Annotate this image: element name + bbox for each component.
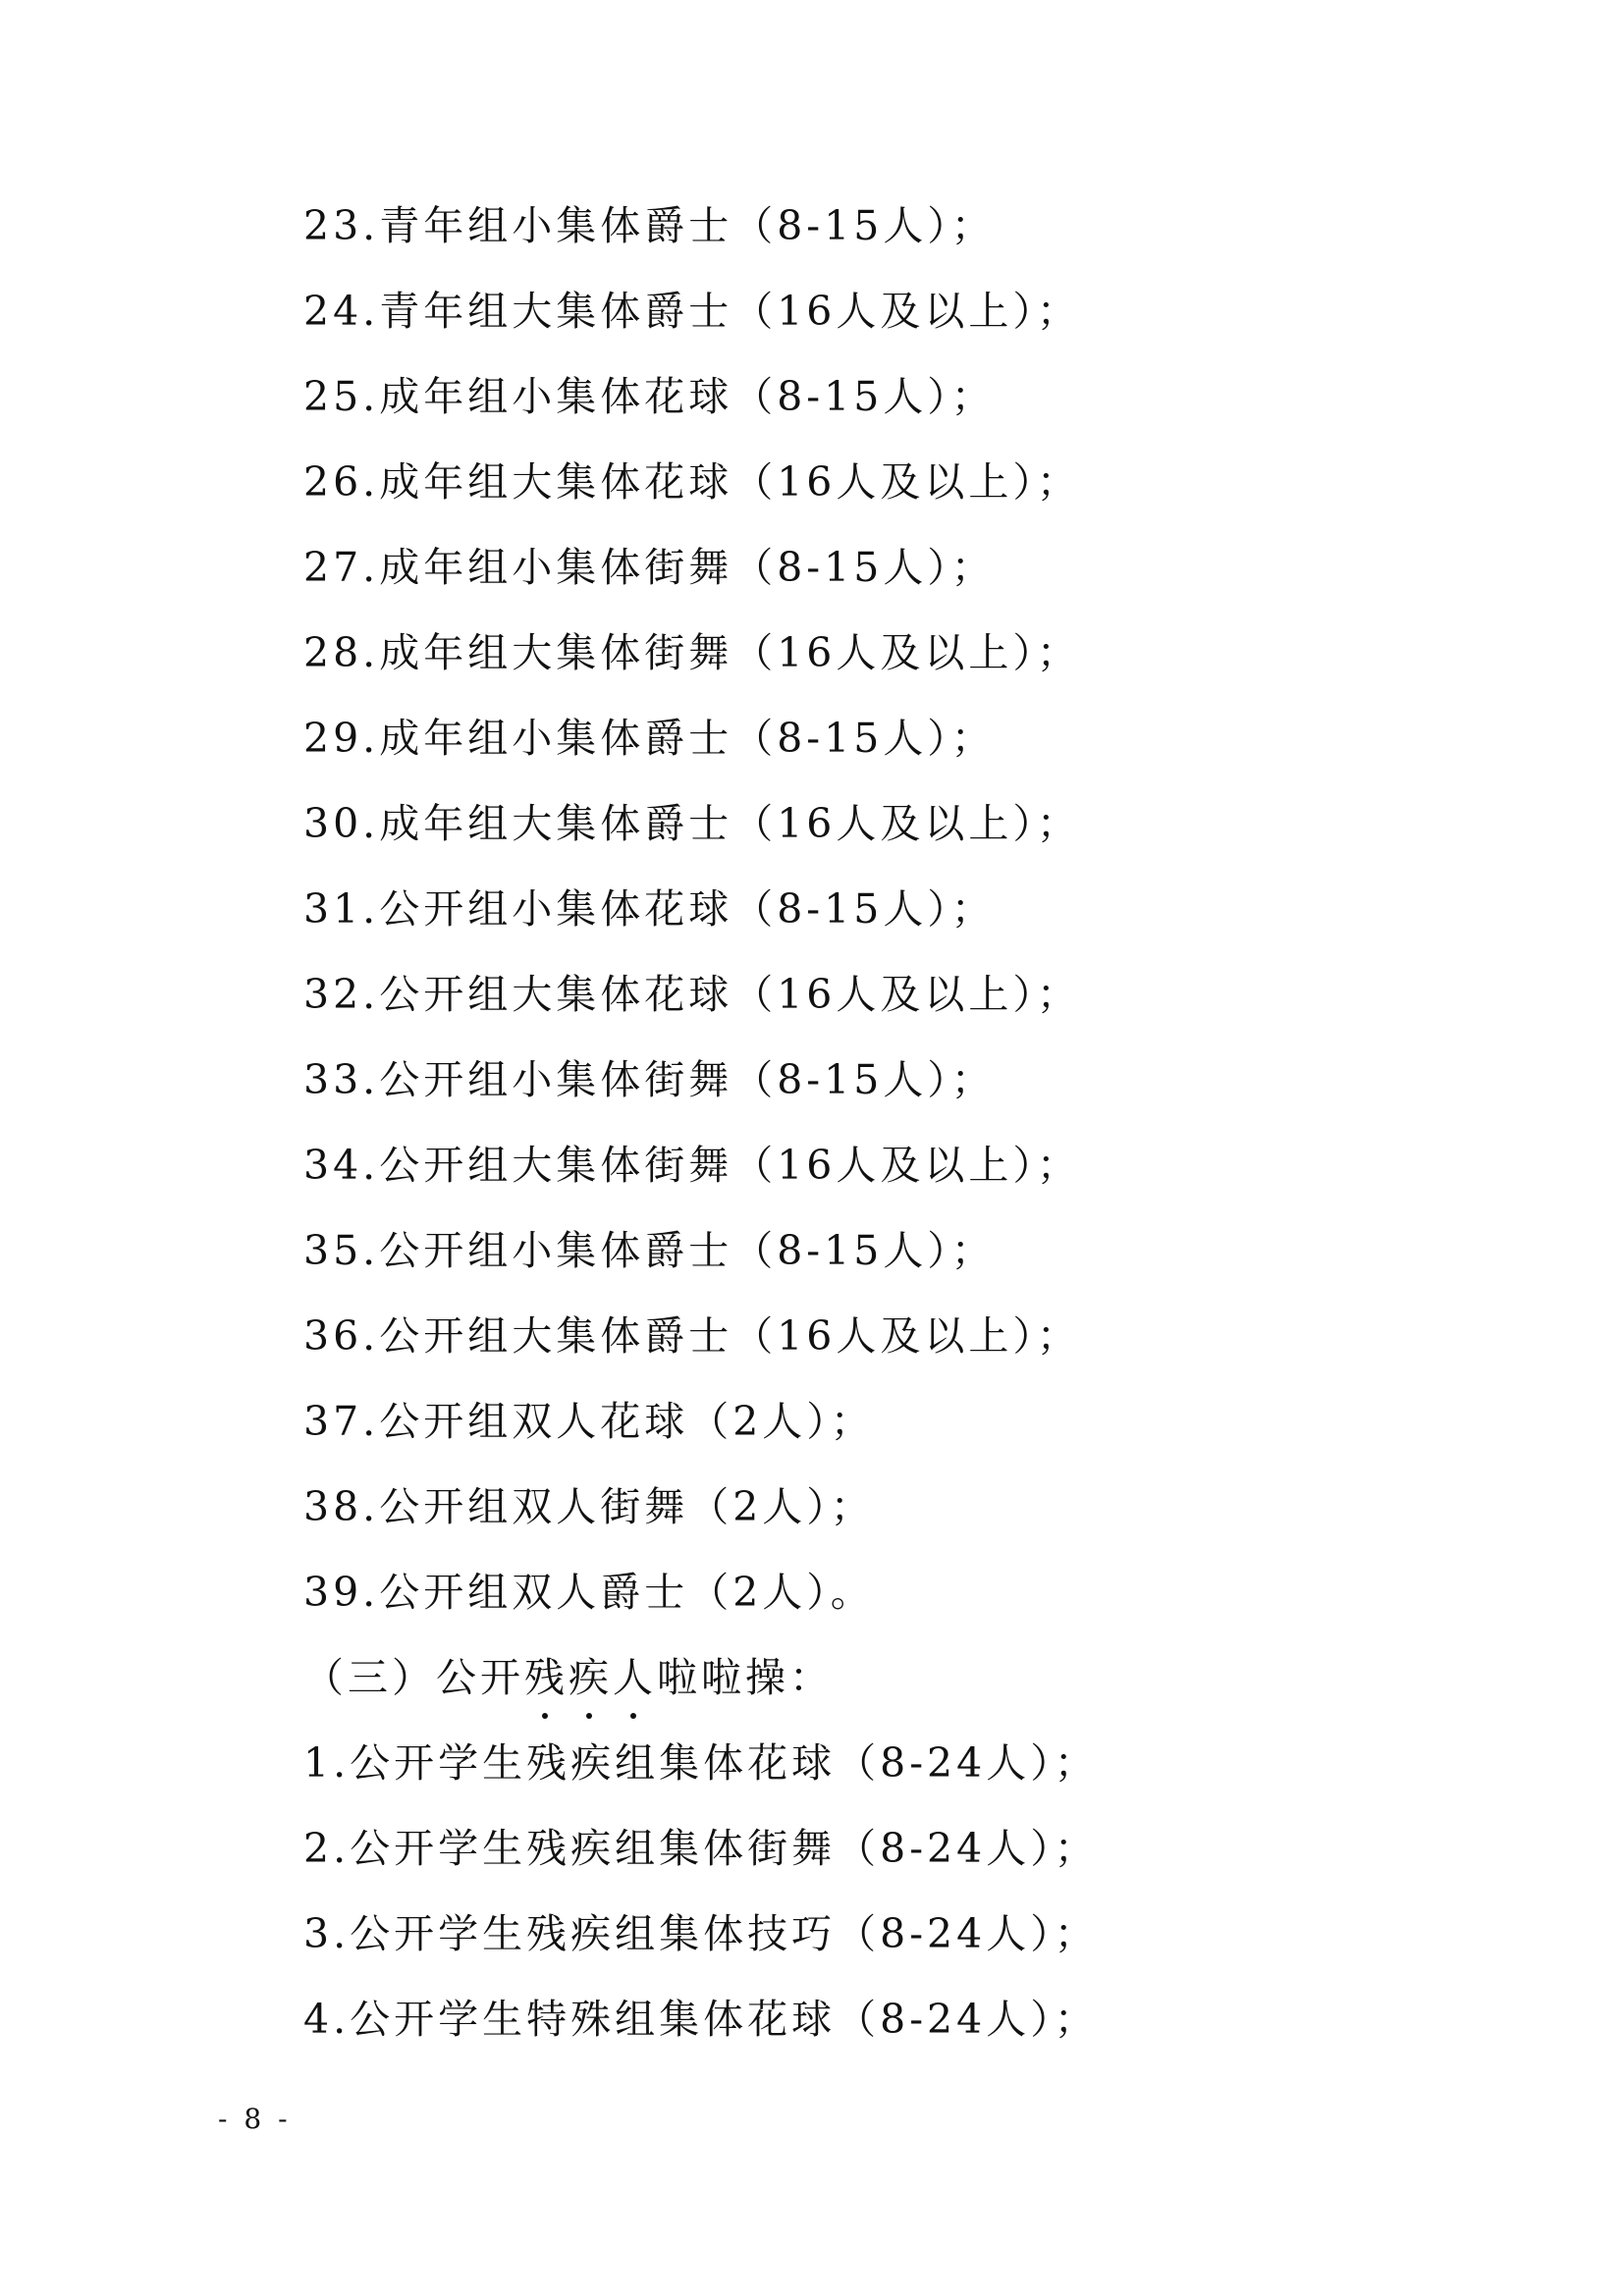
section-heading-suffix: 啦啦操： [657, 1654, 834, 1701]
section-heading [303, 1648, 1099, 1734]
page-number: - 8 - [218, 2103, 292, 2135]
list-item: 36.公开组大集体爵士（16人及以上）； [303, 1312, 1081, 1360]
list-item: 24.青年组大集体爵士（16人及以上）； [303, 288, 1081, 335]
list-item: 32.公开组大集体花球（16人及以上）； [303, 971, 1081, 1018]
list-item: 33.公开组小集体街舞（8-15人）； [303, 1056, 996, 1103]
list-item: 29.成年组小集体爵士（8-15人）； [303, 715, 996, 762]
emphasis-char: 疾 [568, 1648, 613, 1707]
section-heading-prefix: （三）公开 [303, 1654, 524, 1701]
emphasis-char: 残 [524, 1648, 568, 1707]
list-item: 25.成年组小集体花球（8-15人）； [303, 373, 996, 420]
list-item: 39.公开组双人爵士（2人）。 [303, 1569, 875, 1616]
emphasis-char: 人 [613, 1648, 657, 1707]
list-item: 35.公开组小集体爵士（8-15人）； [303, 1227, 996, 1274]
list-item: 30.成年组大集体爵士（16人及以上）； [303, 800, 1081, 847]
list-item: 34.公开组大集体街舞（16人及以上）； [303, 1142, 1081, 1189]
list-item: 4.公开学生特殊组集体花球（8-24人）； [303, 1996, 1099, 2043]
list-item: 27.成年组小集体街舞（8-15人）； [303, 544, 996, 591]
list-item: 23.青年组小集体爵士（8-15人）； [303, 202, 996, 249]
list-item: 28.成年组大集体街舞（16人及以上）； [303, 629, 1081, 676]
list-item: 2.公开学生残疾组集体街舞（8-24人）； [303, 1825, 1099, 1872]
list-item: 3.公开学生残疾组集体技巧（8-24人）； [303, 1910, 1099, 1957]
list-item: 31.公开组小集体花球（8-15人）； [303, 885, 996, 933]
list-item: 37.公开组双人花球（2人）； [303, 1398, 875, 1445]
list-item: 26.成年组大集体花球（16人及以上）； [303, 458, 1081, 506]
event-list [303, 196, 1099, 2075]
list-item: 1.公开学生残疾组集体花球（8-24人）； [303, 1739, 1099, 1787]
list-item: 38.公开组双人街舞（2人）； [303, 1483, 875, 1530]
